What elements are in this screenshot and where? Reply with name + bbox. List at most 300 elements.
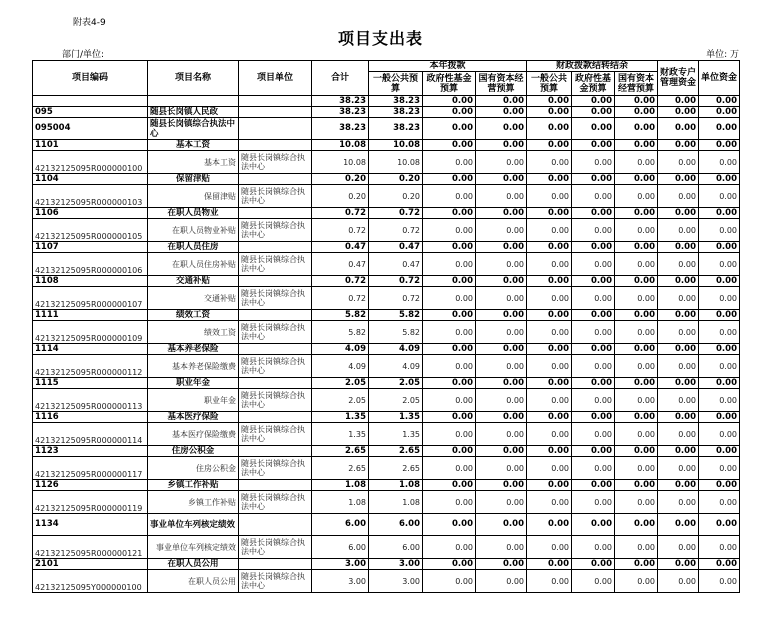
cell-value: 0.00 bbox=[527, 536, 572, 559]
cell-value: 0.00 bbox=[423, 208, 476, 219]
cell-value: 0.00 bbox=[527, 310, 572, 321]
cell-value: 0.00 bbox=[476, 151, 527, 174]
cell-value: 0.00 bbox=[699, 412, 740, 423]
cell-value: 0.20 bbox=[312, 185, 369, 208]
cell-value: 0.00 bbox=[658, 96, 699, 107]
cell-value: 0.00 bbox=[572, 185, 615, 208]
cell-value: 5.82 bbox=[312, 321, 369, 344]
cell-value: 0.00 bbox=[527, 321, 572, 344]
cell-value: 0.00 bbox=[423, 96, 476, 107]
cell-code: 42132125095R000000113 bbox=[33, 389, 148, 412]
cell-code: 1115 bbox=[33, 378, 148, 389]
cell-code: 42132125095R000000117 bbox=[33, 457, 148, 480]
table-row bbox=[33, 287, 740, 310]
cell-name: 基本工资 bbox=[148, 140, 239, 151]
cell-name: 基本医疗保险缴费 bbox=[148, 423, 239, 446]
table-row bbox=[33, 536, 740, 559]
table-row bbox=[33, 570, 740, 593]
header-group-current: 本年拨款 bbox=[369, 61, 527, 72]
cell-value: 6.00 bbox=[312, 514, 369, 536]
cell-value: 0.00 bbox=[423, 151, 476, 174]
cell-value: 0.72 bbox=[312, 219, 369, 242]
table-row bbox=[33, 514, 740, 536]
cell-value: 10.08 bbox=[312, 140, 369, 151]
cell-value: 0.00 bbox=[527, 446, 572, 457]
cell-value: 0.00 bbox=[423, 321, 476, 344]
cell-value: 38.23 bbox=[369, 96, 423, 107]
page-title: 项目支出表 bbox=[337, 29, 423, 48]
cell-value: 0.00 bbox=[527, 344, 572, 355]
cell-name: 事业单位车列核定绩效 bbox=[148, 514, 239, 536]
cell-code: 42132125095R000000112 bbox=[33, 355, 148, 378]
cell-value: 0.00 bbox=[527, 276, 572, 287]
cell-value: 0.00 bbox=[423, 107, 476, 118]
cell-value: 0.00 bbox=[527, 412, 572, 423]
table-row bbox=[33, 491, 740, 514]
cell-value: 0.00 bbox=[527, 480, 572, 491]
cell-value: 0.00 bbox=[476, 570, 527, 593]
cell-unit: 随县长岗镇综合执法中心 bbox=[239, 423, 312, 446]
cell-value: 6.00 bbox=[369, 514, 423, 536]
cell-value: 0.00 bbox=[476, 96, 527, 107]
cell-value: 0.00 bbox=[423, 514, 476, 536]
cell-value: 0.00 bbox=[527, 219, 572, 242]
cell-value: 0.00 bbox=[699, 344, 740, 355]
cell-value: 0.00 bbox=[476, 174, 527, 185]
cell-value: 0.00 bbox=[423, 310, 476, 321]
cell-value: 0.00 bbox=[699, 96, 740, 107]
cell-value: 0.00 bbox=[476, 480, 527, 491]
cell-value: 0.00 bbox=[658, 536, 699, 559]
cell-value: 0.00 bbox=[615, 242, 658, 253]
cell-unit bbox=[239, 378, 312, 389]
cell-value: 2.65 bbox=[369, 457, 423, 480]
cell-value: 0.00 bbox=[476, 536, 527, 559]
cell-value: 0.00 bbox=[527, 457, 572, 480]
header-general: 一般公共预算 bbox=[369, 72, 423, 96]
cell-value: 0.00 bbox=[476, 321, 527, 344]
cell-value: 0.00 bbox=[572, 480, 615, 491]
cell-value: 0.00 bbox=[658, 219, 699, 242]
cell-code: 1106 bbox=[33, 208, 148, 219]
header-special: 财政专户管理资金 bbox=[658, 61, 699, 96]
cell-value: 0.00 bbox=[527, 174, 572, 185]
cell-value: 38.23 bbox=[312, 96, 369, 107]
cell-value: 0.00 bbox=[615, 208, 658, 219]
cell-value: 0.00 bbox=[572, 219, 615, 242]
cell-value: 0.00 bbox=[527, 140, 572, 151]
cell-unit bbox=[239, 412, 312, 423]
cell-name: 在职人员物业补贴 bbox=[148, 219, 239, 242]
cell-value: 0.00 bbox=[476, 378, 527, 389]
cell-value: 0.00 bbox=[699, 107, 740, 118]
cell-name: 绩效工资 bbox=[148, 321, 239, 344]
cell-value: 0.00 bbox=[615, 389, 658, 412]
cell-value: 0.00 bbox=[615, 446, 658, 457]
cell-unit: 随县长岗镇综合执法中心 bbox=[239, 389, 312, 412]
cell-value: 0.00 bbox=[572, 321, 615, 344]
cell-value: 0.00 bbox=[699, 118, 740, 140]
cell-value: 5.82 bbox=[369, 321, 423, 344]
cell-value: 10.08 bbox=[369, 151, 423, 174]
cell-value: 0.00 bbox=[658, 276, 699, 287]
cell-value: 0.00 bbox=[658, 242, 699, 253]
cell-name: 在职人员住房 bbox=[148, 242, 239, 253]
cell-value: 0.00 bbox=[572, 253, 615, 276]
cell-unit bbox=[239, 242, 312, 253]
cell-value: 0.00 bbox=[615, 514, 658, 536]
table-row bbox=[33, 253, 740, 276]
cell-value: 0.00 bbox=[423, 378, 476, 389]
cell-value: 0.00 bbox=[615, 412, 658, 423]
cell-value: 0.00 bbox=[615, 321, 658, 344]
header-carry-state-capital: 国有资本经营预算 bbox=[615, 72, 658, 96]
cell-value: 3.00 bbox=[312, 570, 369, 593]
cell-value: 0.00 bbox=[527, 423, 572, 446]
cell-code: 1134 bbox=[33, 514, 148, 536]
cell-value: 0.00 bbox=[658, 514, 699, 536]
cell-value: 0.00 bbox=[423, 423, 476, 446]
cell-value: 0.72 bbox=[369, 276, 423, 287]
cell-value: 0.00 bbox=[572, 423, 615, 446]
cell-value: 0.00 bbox=[423, 185, 476, 208]
cell-value: 0.00 bbox=[658, 321, 699, 344]
cell-code bbox=[33, 96, 148, 107]
cell-value: 0.00 bbox=[615, 344, 658, 355]
cell-name: 乡镇工作补贴 bbox=[148, 480, 239, 491]
expenditure-table bbox=[32, 60, 740, 593]
cell-value: 0.00 bbox=[423, 355, 476, 378]
cell-value: 0.00 bbox=[699, 559, 740, 570]
cell-value: 0.00 bbox=[572, 344, 615, 355]
cell-value: 0.00 bbox=[527, 242, 572, 253]
cell-value: 0.00 bbox=[699, 287, 740, 310]
cell-value: 0.00 bbox=[615, 219, 658, 242]
cell-value: 0.00 bbox=[476, 140, 527, 151]
cell-value: 4.09 bbox=[312, 344, 369, 355]
cell-code: 095004 bbox=[33, 118, 148, 140]
cell-unit bbox=[239, 118, 312, 140]
cell-value: 0.00 bbox=[699, 491, 740, 514]
cell-value: 0.00 bbox=[572, 276, 615, 287]
cell-value: 0.00 bbox=[527, 378, 572, 389]
cell-unit: 随县长岗镇综合执法中心 bbox=[239, 536, 312, 559]
cell-value: 38.23 bbox=[312, 107, 369, 118]
table-row bbox=[33, 389, 740, 412]
cell-value: 0.00 bbox=[615, 96, 658, 107]
cell-unit: 随县长岗镇综合执法中心 bbox=[239, 321, 312, 344]
cell-value: 0.00 bbox=[423, 276, 476, 287]
cell-value: 0.00 bbox=[615, 491, 658, 514]
cell-value: 0.00 bbox=[699, 151, 740, 174]
cell-unit bbox=[239, 107, 312, 118]
cell-value: 0.00 bbox=[699, 242, 740, 253]
cell-name: 在职人员住房补贴 bbox=[148, 253, 239, 276]
table-row bbox=[33, 208, 740, 219]
cell-value: 4.09 bbox=[312, 355, 369, 378]
header-group-carry: 财政拨款结转结余 bbox=[527, 61, 658, 72]
cell-value: 0.00 bbox=[572, 446, 615, 457]
cell-name: 乡镇工作补贴 bbox=[148, 491, 239, 514]
cell-value: 0.00 bbox=[615, 423, 658, 446]
cell-name: 保留津贴 bbox=[148, 185, 239, 208]
cell-code: 095 bbox=[33, 107, 148, 118]
cell-value: 0.00 bbox=[699, 310, 740, 321]
cell-value: 0.00 bbox=[615, 140, 658, 151]
cell-value: 3.00 bbox=[369, 570, 423, 593]
cell-unit bbox=[239, 310, 312, 321]
cell-unit: 随县长岗镇综合执法中心 bbox=[239, 151, 312, 174]
cell-value: 0.00 bbox=[476, 287, 527, 310]
cell-value: 0.00 bbox=[658, 310, 699, 321]
cell-name: 住房公积金 bbox=[148, 457, 239, 480]
cell-value: 3.00 bbox=[369, 559, 423, 570]
cell-value: 0.00 bbox=[699, 219, 740, 242]
cell-value: 0.00 bbox=[699, 208, 740, 219]
table-body bbox=[33, 96, 740, 593]
cell-value: 10.08 bbox=[312, 151, 369, 174]
table-row bbox=[33, 219, 740, 242]
header-unit: 项目单位 bbox=[239, 61, 312, 96]
cell-value: 0.00 bbox=[615, 118, 658, 140]
cell-value: 0.00 bbox=[658, 174, 699, 185]
cell-code: 1114 bbox=[33, 344, 148, 355]
cell-value: 0.00 bbox=[423, 536, 476, 559]
cell-name: 随县长岗镇综合执法中心 bbox=[148, 118, 239, 140]
cell-value: 0.00 bbox=[615, 355, 658, 378]
cell-value: 0.00 bbox=[699, 378, 740, 389]
cell-value: 0.00 bbox=[423, 140, 476, 151]
cell-value: 0.00 bbox=[476, 107, 527, 118]
cell-unit: 随县长岗镇综合执法中心 bbox=[239, 491, 312, 514]
cell-name: 交通补贴 bbox=[148, 276, 239, 287]
cell-value: 0.00 bbox=[476, 344, 527, 355]
cell-code: 42132125095R000000100 bbox=[33, 151, 148, 174]
cell-value: 0.00 bbox=[699, 174, 740, 185]
table-row bbox=[33, 344, 740, 355]
cell-value: 0.00 bbox=[423, 412, 476, 423]
cell-value: 0.00 bbox=[572, 457, 615, 480]
cell-unit bbox=[239, 276, 312, 287]
header-gov-fund: 政府性基金预算 bbox=[423, 72, 476, 96]
cell-name: 职业年金 bbox=[148, 389, 239, 412]
header-carry-gov-fund: 政府性基金预算 bbox=[572, 72, 615, 96]
table-row bbox=[33, 118, 740, 140]
cell-value: 1.35 bbox=[312, 412, 369, 423]
cell-value: 0.00 bbox=[658, 287, 699, 310]
cell-value: 0.00 bbox=[615, 559, 658, 570]
cell-value: 0.00 bbox=[476, 219, 527, 242]
cell-unit bbox=[239, 514, 312, 536]
table-row bbox=[33, 185, 740, 208]
cell-value: 0.00 bbox=[572, 151, 615, 174]
cell-code: 2101 bbox=[33, 559, 148, 570]
cell-value: 0.00 bbox=[615, 276, 658, 287]
cell-value: 0.00 bbox=[699, 321, 740, 344]
cell-value: 0.00 bbox=[572, 536, 615, 559]
cell-value: 6.00 bbox=[312, 536, 369, 559]
cell-value: 0.00 bbox=[572, 559, 615, 570]
cell-value: 0.00 bbox=[658, 480, 699, 491]
cell-value: 0.00 bbox=[572, 242, 615, 253]
cell-value: 0.00 bbox=[527, 96, 572, 107]
cell-value: 0.72 bbox=[369, 208, 423, 219]
cell-unit bbox=[239, 344, 312, 355]
cell-value: 0.00 bbox=[658, 185, 699, 208]
cell-value: 0.00 bbox=[699, 446, 740, 457]
cell-name: 住房公积金 bbox=[148, 446, 239, 457]
cell-unit: 随县长岗镇综合执法中心 bbox=[239, 219, 312, 242]
cell-name: 基本养老保险缴费 bbox=[148, 355, 239, 378]
cell-value: 0.00 bbox=[476, 559, 527, 570]
cell-code: 1111 bbox=[33, 310, 148, 321]
cell-value: 0.00 bbox=[572, 570, 615, 593]
cell-value: 0.00 bbox=[658, 446, 699, 457]
cell-name: 在职人员物业 bbox=[148, 208, 239, 219]
cell-name: 在职人员公用 bbox=[148, 559, 239, 570]
cell-value: 0.00 bbox=[476, 446, 527, 457]
cell-value: 0.00 bbox=[658, 107, 699, 118]
cell-value: 0.00 bbox=[423, 559, 476, 570]
cell-value: 2.05 bbox=[369, 378, 423, 389]
cell-value: 0.00 bbox=[572, 378, 615, 389]
cell-value: 0.00 bbox=[699, 140, 740, 151]
cell-value: 0.00 bbox=[572, 412, 615, 423]
cell-code: 1104 bbox=[33, 174, 148, 185]
cell-value: 0.00 bbox=[476, 276, 527, 287]
cell-value: 0.00 bbox=[615, 185, 658, 208]
cell-value: 0.00 bbox=[572, 287, 615, 310]
header-state-capital: 国有资本经营预算 bbox=[476, 72, 527, 96]
cell-value: 1.35 bbox=[369, 423, 423, 446]
cell-value: 0.00 bbox=[699, 536, 740, 559]
cell-value: 10.08 bbox=[369, 140, 423, 151]
cell-unit: 随县长岗镇综合执法中心 bbox=[239, 355, 312, 378]
header-total: 合计 bbox=[312, 61, 369, 96]
cell-code: 42132125095R000000106 bbox=[33, 253, 148, 276]
table-row bbox=[33, 559, 740, 570]
table-row bbox=[33, 321, 740, 344]
cell-value: 0.00 bbox=[476, 253, 527, 276]
cell-name: 职业年金 bbox=[148, 378, 239, 389]
table-row bbox=[33, 310, 740, 321]
cell-value: 5.82 bbox=[369, 310, 423, 321]
cell-value: 2.05 bbox=[369, 389, 423, 412]
cell-value: 0.47 bbox=[369, 242, 423, 253]
table-row bbox=[33, 107, 740, 118]
cell-value: 0.00 bbox=[527, 355, 572, 378]
cell-value: 0.00 bbox=[658, 412, 699, 423]
cell-name: 交通补贴 bbox=[148, 287, 239, 310]
cell-value: 0.00 bbox=[658, 140, 699, 151]
cell-value: 2.05 bbox=[312, 378, 369, 389]
cell-unit: 随县长岗镇综合执法中心 bbox=[239, 287, 312, 310]
cell-value: 0.00 bbox=[527, 491, 572, 514]
table-row bbox=[33, 378, 740, 389]
cell-value: 0.00 bbox=[572, 514, 615, 536]
cell-value: 0.00 bbox=[615, 174, 658, 185]
cell-value: 0.00 bbox=[527, 559, 572, 570]
cell-value: 0.00 bbox=[572, 208, 615, 219]
cell-value: 0.00 bbox=[423, 242, 476, 253]
cell-value: 0.00 bbox=[527, 208, 572, 219]
table-row bbox=[33, 96, 740, 107]
cell-value: 0.00 bbox=[476, 118, 527, 140]
cell-value: 0.00 bbox=[476, 514, 527, 536]
cell-value: 2.65 bbox=[369, 446, 423, 457]
cell-name bbox=[148, 96, 239, 107]
cell-value: 1.08 bbox=[369, 480, 423, 491]
cell-value: 0.00 bbox=[699, 253, 740, 276]
cell-value: 0.00 bbox=[699, 423, 740, 446]
cell-value: 0.00 bbox=[615, 536, 658, 559]
table-row bbox=[33, 276, 740, 287]
table-row bbox=[33, 140, 740, 151]
cell-value: 0.00 bbox=[423, 570, 476, 593]
cell-value: 0.00 bbox=[476, 355, 527, 378]
cell-value: 0.00 bbox=[423, 457, 476, 480]
table-row bbox=[33, 423, 740, 446]
cell-value: 0.00 bbox=[476, 423, 527, 446]
cell-value: 0.20 bbox=[369, 174, 423, 185]
cell-value: 0.00 bbox=[658, 151, 699, 174]
cell-value: 0.00 bbox=[699, 514, 740, 536]
cell-unit: 随县长岗镇综合执法中心 bbox=[239, 570, 312, 593]
cell-value: 0.00 bbox=[658, 491, 699, 514]
cell-unit bbox=[239, 140, 312, 151]
cell-unit bbox=[239, 446, 312, 457]
cell-value: 4.09 bbox=[369, 344, 423, 355]
cell-value: 0.00 bbox=[699, 276, 740, 287]
cell-value: 0.20 bbox=[312, 174, 369, 185]
cell-value: 0.00 bbox=[527, 151, 572, 174]
table-row bbox=[33, 457, 740, 480]
cell-value: 0.00 bbox=[527, 253, 572, 276]
cell-value: 0.00 bbox=[423, 480, 476, 491]
cell-value: 0.00 bbox=[423, 174, 476, 185]
cell-value: 0.00 bbox=[476, 185, 527, 208]
cell-code: 42132125095R000000103 bbox=[33, 185, 148, 208]
cell-value: 0.00 bbox=[699, 355, 740, 378]
cell-value: 0.00 bbox=[423, 446, 476, 457]
cell-value: 0.00 bbox=[423, 344, 476, 355]
cell-value: 1.35 bbox=[369, 412, 423, 423]
cell-unit bbox=[239, 208, 312, 219]
cell-value: 0.00 bbox=[423, 491, 476, 514]
cell-value: 0.00 bbox=[615, 310, 658, 321]
cell-value: 0.00 bbox=[527, 118, 572, 140]
cell-value: 0.00 bbox=[658, 378, 699, 389]
cell-value: 0.00 bbox=[658, 355, 699, 378]
cell-code: 1116 bbox=[33, 412, 148, 423]
cell-value: 0.00 bbox=[476, 457, 527, 480]
cell-value: 0.00 bbox=[476, 412, 527, 423]
table-row bbox=[33, 174, 740, 185]
cell-value: 0.00 bbox=[527, 107, 572, 118]
cell-value: 0.00 bbox=[572, 355, 615, 378]
cell-code: 1108 bbox=[33, 276, 148, 287]
cell-value: 0.00 bbox=[527, 287, 572, 310]
cell-value: 0.00 bbox=[476, 310, 527, 321]
cell-code: 42132125095R000000114 bbox=[33, 423, 148, 446]
cell-name: 在职人员公用 bbox=[148, 570, 239, 593]
cell-code: 42132125095R000000109 bbox=[33, 321, 148, 344]
cell-value: 38.23 bbox=[369, 107, 423, 118]
cell-value: 38.23 bbox=[312, 118, 369, 140]
cell-value: 0.00 bbox=[658, 423, 699, 446]
cell-code: 42132125095Y000000100 bbox=[33, 570, 148, 593]
cell-value: 0.00 bbox=[658, 389, 699, 412]
